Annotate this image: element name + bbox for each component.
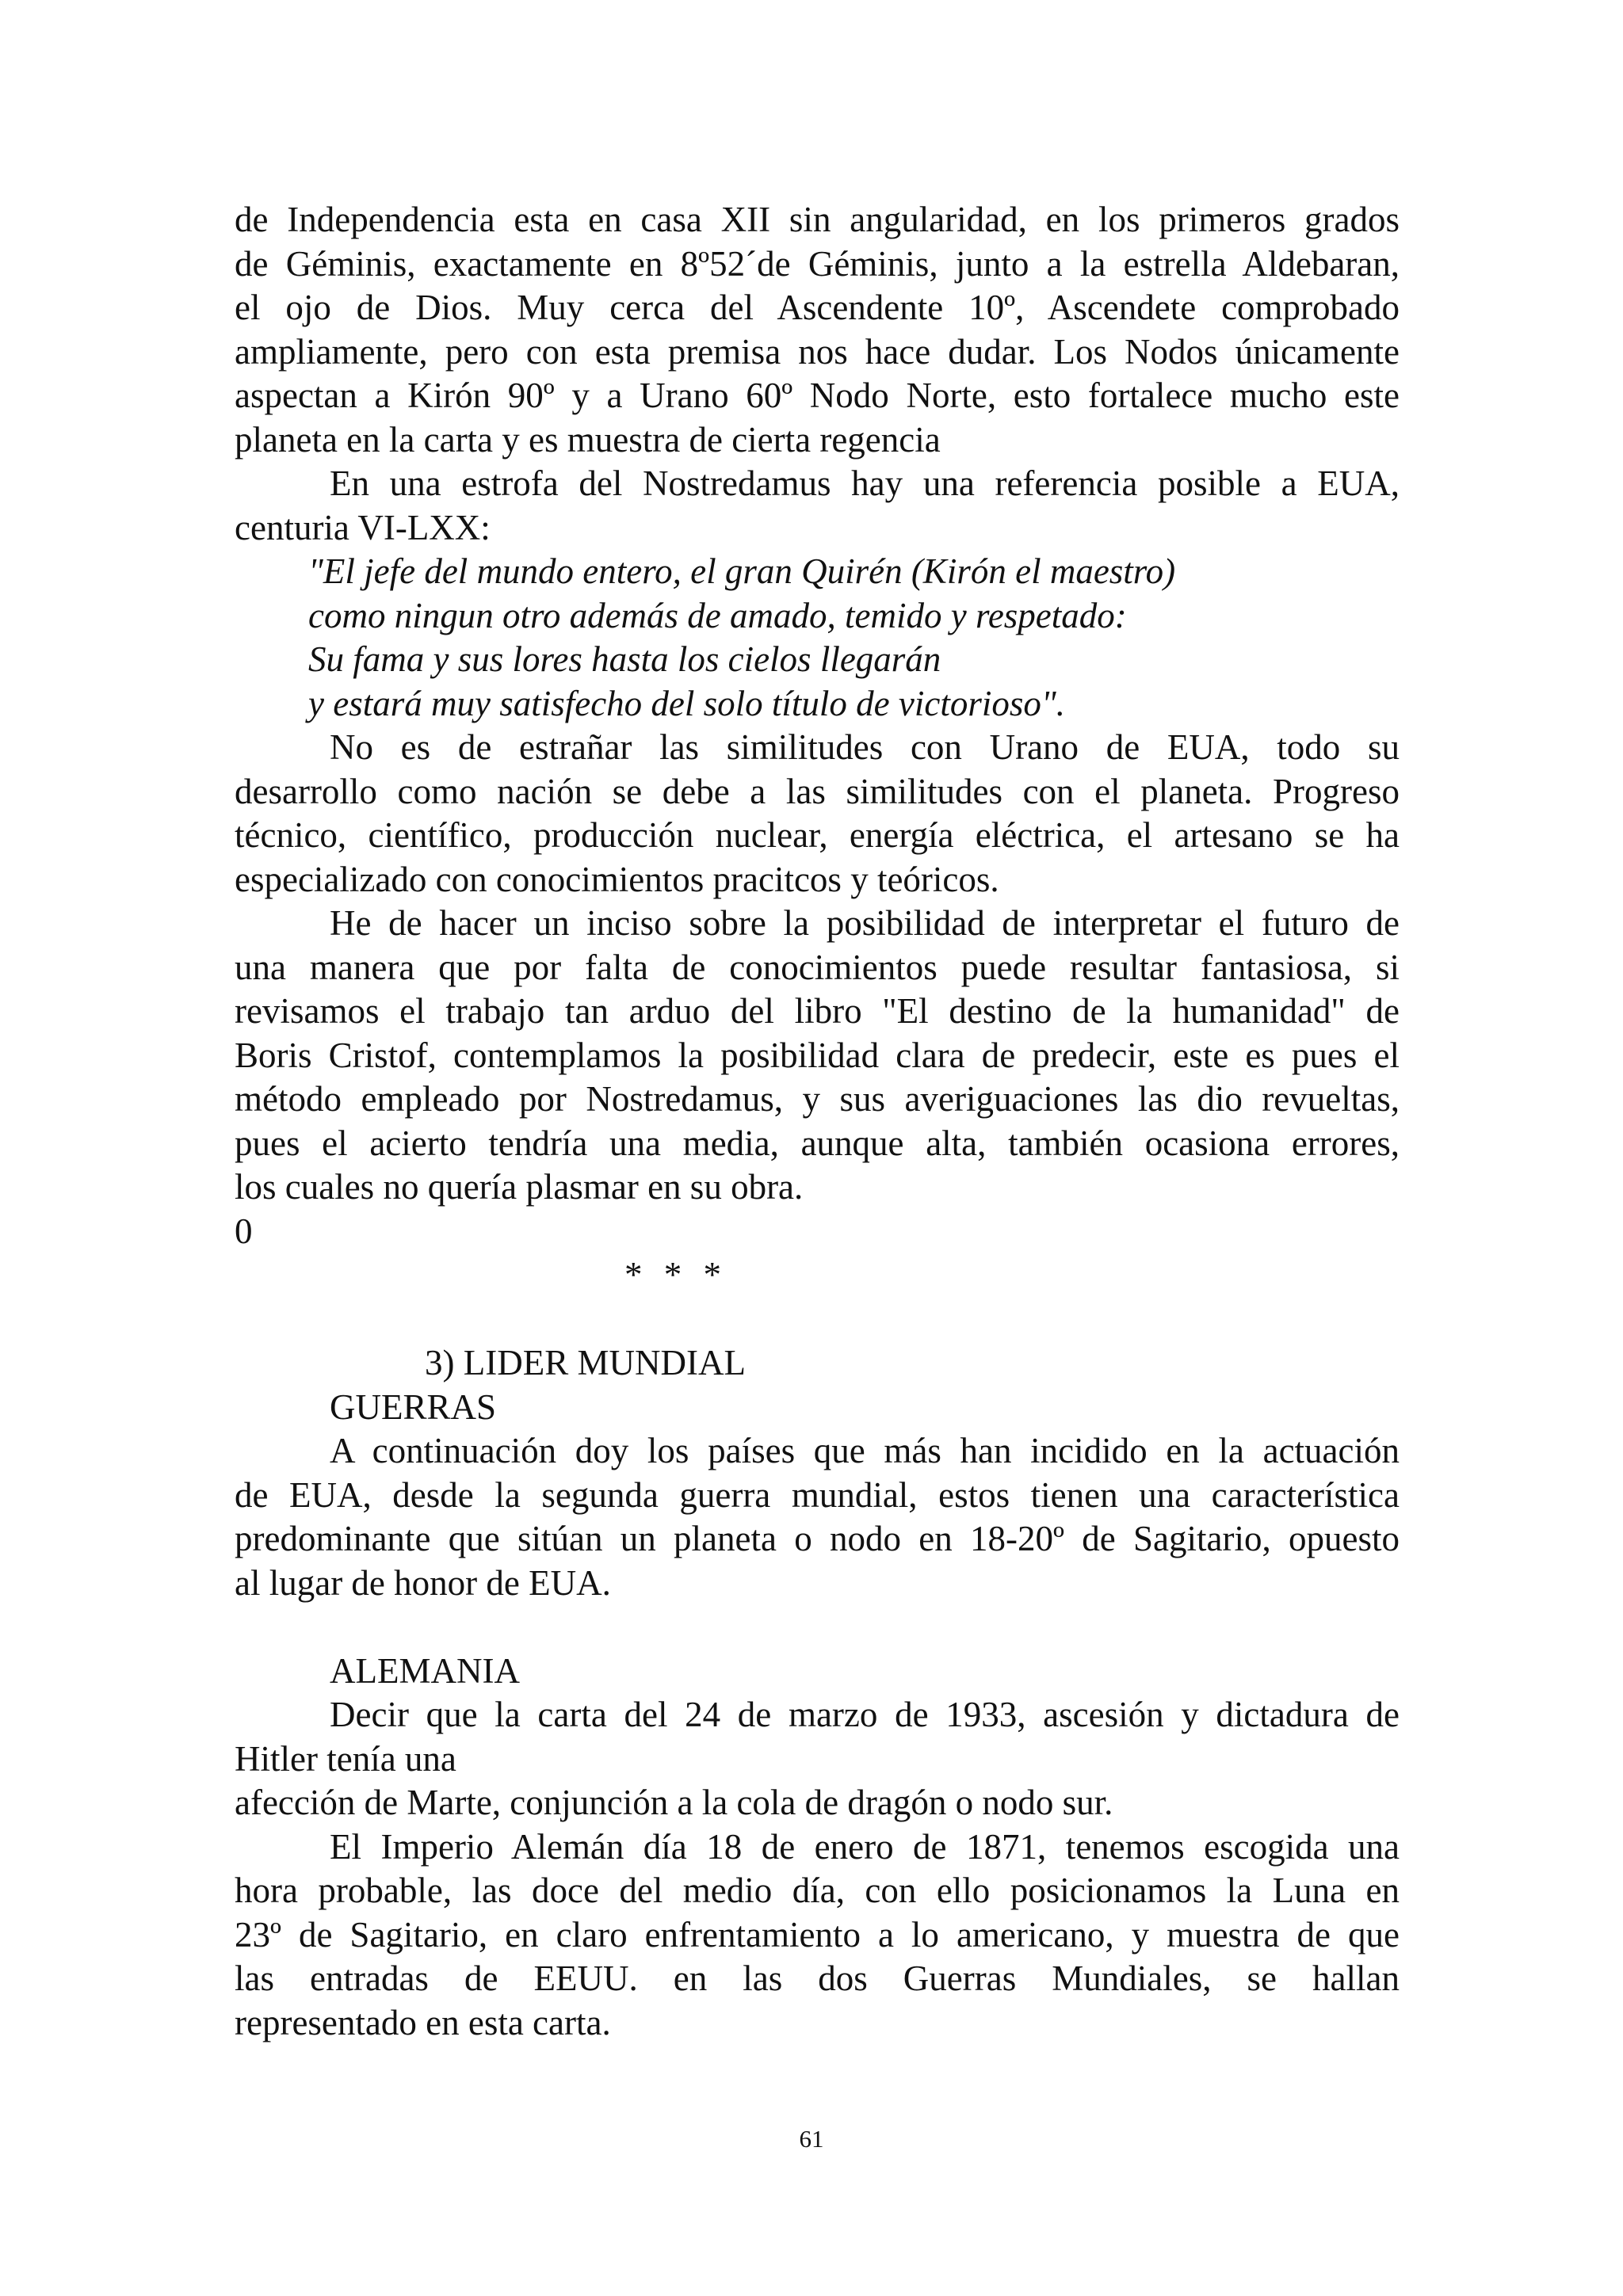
subsection-heading: ALEMANIA (330, 1650, 520, 1691)
text-line: pues el acierto tendría una media, aunque alta, también ocasiona errores, (235, 1123, 1400, 1163)
text-line: desarrollo como nación se debe a las similitudes con el planeta. Progreso (235, 771, 1400, 811)
text-line: A continuación doy los países que más han incidido en la actuación (330, 1431, 1400, 1470)
text-line: las entradas de EEUU. en las dos Guerras Mundiales, se hallan (235, 1958, 1400, 1998)
text-line: centuria VI-LXX: (235, 507, 491, 547)
subsection-heading: GUERRAS (330, 1386, 497, 1427)
text-line: predominante que sitúan un planeta o nodo en 18-20º de Sagitario, opuesto (235, 1519, 1400, 1558)
verse-line: y estará muy satisfecho del solo título de victorioso". (308, 683, 1066, 723)
text-line: método empleado por Nostredamus, y sus averiguaciones las dio revueltas, (235, 1079, 1400, 1119)
text-line: Decir que la carta del 24 de marzo de 1933, ascesión y dictadura de (330, 1695, 1400, 1734)
text-line: los cuales no quería plasmar en su obra. (235, 1167, 804, 1207)
section-separator: * * * (624, 1255, 727, 1295)
verse-line: "El jefe del mundo entero, el gran Quirén (Kirón el maestro) (308, 551, 1176, 591)
text-line: ampliamente, pero con esta premisa nos hace dudar. Los Nodos únicamente (235, 331, 1400, 372)
section-heading: 3) LIDER MUNDIAL (425, 1343, 746, 1383)
text-line: planeta en la carta y es muestra de cierta regencia (235, 419, 941, 460)
text-line: hora probable, las doce del medio día, con ello posicionamos la Luna en (235, 1871, 1400, 1910)
text-line: Boris Cristof, contemplamos la posibilidad clara de predecir, este es pues el (235, 1035, 1400, 1075)
text-line: He de hacer un inciso sobre la posibilidad de interpretar el futuro de (330, 903, 1400, 943)
text-line: una manera que por falta de conocimientos puede resultar fantasiosa, si (235, 947, 1400, 987)
text-line: al lugar de honor de EUA. (235, 1562, 611, 1603)
text-line: afección de Marte, conjunción a la cola de dragón o nodo sur. (235, 1783, 1113, 1822)
page-number: 61 (799, 2125, 824, 2153)
text-line: En una estrofa del Nostredamus hay una referencia posible a EUA, (330, 463, 1400, 503)
text-line: de Géminis, exactamente en 8º52´de Géminis, junto a la estrella Aldebaran, (235, 243, 1400, 284)
text-line: de EUA, desde la segunda guerra mundial, estos tienen una característica (235, 1474, 1400, 1515)
text-line: técnico, científico, producción nuclear, energía eléctrica, el artesano se ha (235, 815, 1400, 855)
blank-line (235, 1298, 1400, 1342)
stray-zero: 0 (235, 1211, 253, 1251)
text-line: Hitler tenía una (235, 1738, 456, 1779)
text-line: representado en esta carta. (235, 2002, 611, 2042)
verse-line: Su fama y sus lores hasta los cielos llegarán (308, 639, 941, 679)
text-line: aspectan a Kirón 90º y a Urano 60º Nodo Norte, esto fortalece mucho este (235, 376, 1400, 415)
text-line: el ojo de Dios. Muy cerca del Ascendente 10º, Ascendete comprobado (235, 288, 1400, 327)
text-line: revisamos el trabajo tan arduo del libro "El destino de la humanidad" de (235, 991, 1400, 1031)
blank-line (235, 1605, 1400, 1650)
text-line: 23º de Sagitario, en claro enfrentamiento a lo americano, y muestra de que (235, 1914, 1400, 1955)
text-line: No es de estrañar las similitudes con Urano de EUA, todo su (330, 727, 1400, 767)
paragraph-independencia (235, 198, 1400, 2045)
text-line: El Imperio Alemán día 18 de enero de 1871, tenemos escogida una (330, 1826, 1400, 1867)
text-line: de Independencia esta en casa XII sin angularidad, en los primeros grados (235, 200, 1400, 239)
verse-line: como ningun otro además de amado, temido y respetado: (308, 595, 1127, 635)
text-line: especializado con conocimientos pracitcos y teóricos. (235, 859, 999, 899)
